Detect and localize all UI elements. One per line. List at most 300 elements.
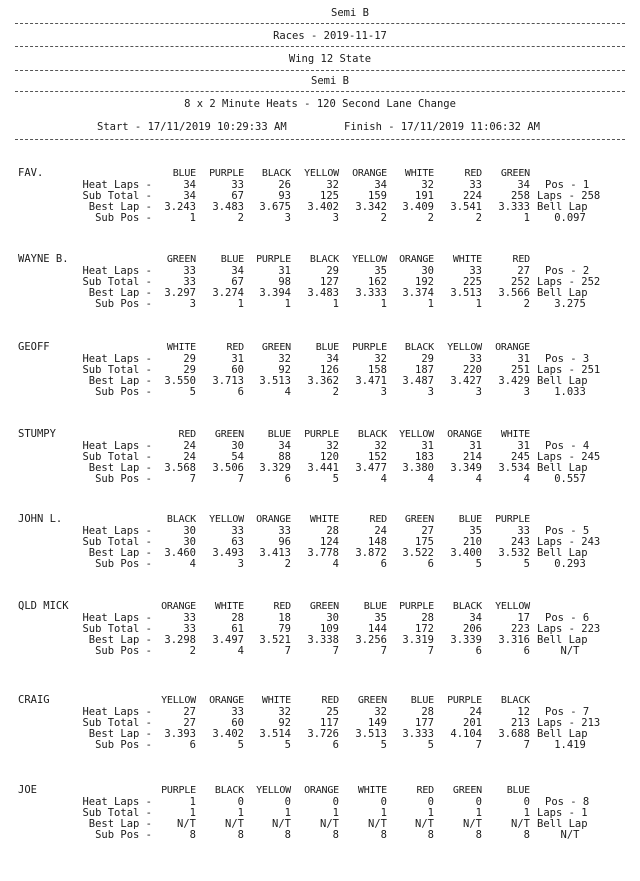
sub-total-value: 27: [183, 717, 196, 729]
lane-header: BLUE: [363, 601, 387, 612]
sub-total-value: 1: [284, 807, 291, 819]
sub-total-value: 245: [511, 451, 530, 463]
heat-laps-label: Heat Laps -: [82, 706, 152, 718]
sub-total-value: 34: [183, 190, 196, 202]
sub-pos-value: 8: [189, 829, 196, 841]
sub-total-value: 60: [231, 717, 244, 729]
heat-laps-label: Heat Laps -: [82, 179, 152, 191]
sub-pos-value: 5: [332, 473, 339, 485]
sub-pos-label: Sub Pos -: [95, 298, 152, 310]
sub-pos-value: 1: [332, 298, 339, 310]
best-lap-value: 3.483: [307, 287, 339, 299]
sub-pos-value: 6: [189, 739, 196, 751]
best-lap-value: 3.427: [450, 375, 482, 387]
sub-pos-value: 6: [523, 645, 530, 657]
position: Pos - 2: [545, 265, 590, 277]
lane-header: RED: [512, 254, 530, 265]
lane-header: ORANGE: [304, 785, 339, 796]
lane-header: GREEN: [452, 785, 482, 796]
best-lap-value: 3.521: [259, 634, 291, 646]
sub-pos-value: 5: [237, 739, 244, 751]
heat-laps-value: 31: [231, 353, 244, 365]
sub-total-value: 252: [511, 276, 530, 288]
lane-header: BLUE: [315, 342, 339, 353]
sub-total-value: 149: [368, 717, 387, 729]
bell-lap-label: Bell Lap: [537, 728, 588, 740]
sub-pos-label: Sub Pos -: [95, 212, 152, 224]
sub-pos-value: 3: [380, 386, 387, 398]
heat-laps-value: 0: [332, 796, 339, 808]
best-lap-value: 3.497: [212, 634, 244, 646]
sub-total-value: 158: [368, 364, 387, 376]
bell-lap-value: 0.557: [554, 473, 586, 485]
sub-total-value: 29: [183, 364, 196, 376]
bell-lap-value: 1.033: [554, 386, 586, 398]
heat-laps-value: 30: [231, 440, 244, 452]
sub-total-value: 33: [183, 276, 196, 288]
racer-block: [0, 784, 640, 864]
sub-pos-value: 2: [284, 558, 291, 570]
sub-pos-value: 5: [189, 386, 196, 398]
lane-header: ORANGE: [209, 695, 244, 706]
racer-name: CRAIG: [18, 694, 50, 706]
sub-pos-value: 5: [380, 739, 387, 751]
heat-laps-value: 31: [469, 440, 482, 452]
best-lap-value: N/T: [415, 818, 434, 830]
position: Pos - 8: [545, 796, 590, 808]
heat-laps-value: 31: [517, 440, 530, 452]
best-lap-label: Best Lap -: [88, 375, 152, 387]
heat-laps-value: 28: [231, 612, 244, 624]
sub-pos-value: 6: [284, 473, 291, 485]
racer-block: [0, 694, 640, 774]
heat-laps-value: 17: [517, 612, 530, 624]
best-lap-value: 3.393: [164, 728, 196, 740]
divider: [15, 23, 625, 24]
heat-laps-label: Heat Laps -: [82, 796, 152, 808]
sub-total-value: 1: [523, 807, 530, 819]
sub-pos-value: 5: [427, 739, 434, 751]
sub-total-value: 187: [415, 364, 434, 376]
best-lap-value: N/T: [320, 818, 339, 830]
position: Pos - 5: [545, 525, 590, 537]
sub-total-value: 96: [278, 536, 291, 548]
heat-laps-value: 18: [278, 612, 291, 624]
racer-name: WAYNE B.: [18, 253, 69, 265]
lane-header: WHITE: [261, 695, 291, 706]
heat-laps-value: 34: [183, 179, 196, 191]
best-lap-value: N/T: [368, 818, 387, 830]
divider: [15, 46, 625, 47]
sub-pos-value: 4: [475, 473, 482, 485]
sub-pos-label: Sub Pos -: [95, 386, 152, 398]
sub-pos-value: 5: [523, 558, 530, 570]
race-format: 8 x 2 Minute Heats - 120 Second Lane Change: [184, 98, 456, 110]
best-lap-value: N/T: [511, 818, 530, 830]
sub-pos-value: 1: [237, 298, 244, 310]
position: Pos - 1: [545, 179, 590, 191]
lane-header: YELLOW: [352, 254, 387, 265]
racer-name: GEOFF: [18, 341, 50, 353]
best-lap-value: 3.513: [450, 287, 482, 299]
heat-laps-value: 33: [278, 525, 291, 537]
sub-pos-value: 2: [475, 212, 482, 224]
sub-pos-value: 6: [237, 386, 244, 398]
sub-pos-value: 7: [237, 473, 244, 485]
best-lap-value: 3.726: [307, 728, 339, 740]
sub-total-value: 63: [231, 536, 244, 548]
lane-header: YELLOW: [495, 601, 530, 612]
sub-total-value: 1: [427, 807, 434, 819]
best-lap-value: 3.532: [498, 547, 530, 559]
best-lap-value: 3.298: [164, 634, 196, 646]
sub-total-label: Sub Total -: [82, 451, 152, 463]
heat-laps-value: 33: [231, 179, 244, 191]
racer-block: [0, 167, 640, 247]
sub-pos-value: 4: [332, 558, 339, 570]
best-lap-value: 3.339: [450, 634, 482, 646]
best-lap-value: 3.349: [450, 462, 482, 474]
best-lap-value: 3.333: [498, 201, 530, 213]
sub-pos-value: 1: [523, 212, 530, 224]
lane-header: GREEN: [500, 168, 530, 179]
heat-laps-value: 33: [469, 353, 482, 365]
sub-total-value: 192: [415, 276, 434, 288]
sub-pos-value: 4: [523, 473, 530, 485]
bell-lap-value: 0.293: [554, 558, 586, 570]
sub-total-value: 144: [368, 623, 387, 635]
best-lap-value: 3.522: [402, 547, 434, 559]
total-laps: Laps - 1: [537, 807, 588, 819]
heat-laps-value: 35: [469, 525, 482, 537]
sub-pos-label: Sub Pos -: [95, 739, 152, 751]
best-lap-label: Best Lap -: [88, 287, 152, 299]
best-lap-value: 3.274: [212, 287, 244, 299]
heat-laps-value: 34: [517, 179, 530, 191]
sub-pos-value: 3: [189, 298, 196, 310]
lane-header: PURPLE: [495, 514, 530, 525]
best-lap-value: 3.342: [355, 201, 387, 213]
heat-laps-value: 29: [421, 353, 434, 365]
lane-header: GREEN: [309, 601, 339, 612]
sub-total-value: 1: [475, 807, 482, 819]
sub-pos-value: 3: [332, 212, 339, 224]
sub-total-value: 93: [278, 190, 291, 202]
lane-header: RED: [226, 342, 244, 353]
sub-total-value: 125: [320, 190, 339, 202]
sub-total-value: 214: [463, 451, 482, 463]
lane-header: YELLOW: [447, 342, 482, 353]
heat-laps-value: 30: [183, 525, 196, 537]
best-lap-value: 3.409: [402, 201, 434, 213]
heat-laps-value: 32: [278, 706, 291, 718]
lane-header: YELLOW: [161, 695, 196, 706]
sub-pos-value: 6: [380, 558, 387, 570]
sub-pos-value: 3: [237, 558, 244, 570]
lane-header: BLUE: [267, 429, 291, 440]
sub-total-value: 124: [320, 536, 339, 548]
lane-header: ORANGE: [447, 429, 482, 440]
lane-header: BLACK: [166, 514, 196, 525]
total-laps: Laps - 243: [537, 536, 601, 548]
bell-lap-label: Bell Lap: [537, 287, 588, 299]
lane-header: PURPLE: [161, 785, 196, 796]
best-lap-value: 3.872: [355, 547, 387, 559]
sub-total-value: 213: [511, 717, 530, 729]
sub-total-label: Sub Total -: [82, 364, 152, 376]
sub-pos-value: 3: [523, 386, 530, 398]
sub-pos-value: 7: [189, 473, 196, 485]
bell-lap-label: Bell Lap: [537, 547, 588, 559]
best-lap-value: 3.400: [450, 547, 482, 559]
lane-header: ORANGE: [399, 254, 434, 265]
heat-laps-value: 30: [421, 265, 434, 277]
best-lap-value: 3.394: [259, 287, 291, 299]
lane-header: PURPLE: [304, 429, 339, 440]
sub-pos-value: 7: [284, 645, 291, 657]
best-lap-value: 3.506: [212, 462, 244, 474]
lane-header: ORANGE: [256, 514, 291, 525]
heat-laps-value: 33: [517, 525, 530, 537]
sub-pos-value: 1: [380, 298, 387, 310]
best-lap-value: 3.688: [498, 728, 530, 740]
lane-header: ORANGE: [161, 601, 196, 612]
best-lap-value: 3.329: [259, 462, 291, 474]
best-lap-value: 3.402: [212, 728, 244, 740]
best-lap-value: 3.256: [355, 634, 387, 646]
sub-pos-value: 3: [284, 212, 291, 224]
racer-name: FAV.: [18, 167, 44, 179]
lane-header: GREEN: [357, 695, 387, 706]
sub-total-value: 220: [463, 364, 482, 376]
sub-total-value: 92: [278, 364, 291, 376]
lane-header: BLUE: [458, 514, 482, 525]
racer-block: [0, 253, 640, 333]
bell-lap-value: 3.275: [554, 298, 586, 310]
total-laps: Laps - 213: [537, 717, 601, 729]
lane-header: GREEN: [166, 254, 196, 265]
heat-laps-value: 0: [380, 796, 387, 808]
heat-laps-value: 34: [231, 265, 244, 277]
bell-lap-value: N/T: [560, 829, 580, 841]
total-laps: Laps - 251: [537, 364, 601, 376]
heat-laps-value: 25: [326, 706, 339, 718]
sub-pos-value: 8: [284, 829, 291, 841]
racer-name: QLD MICK: [18, 600, 69, 612]
sub-pos-value: 4: [284, 386, 291, 398]
heat-laps-label: Heat Laps -: [82, 612, 152, 624]
bell-lap-value: 0.097: [554, 212, 586, 224]
sub-total-value: 61: [231, 623, 244, 635]
sub-pos-label: Sub Pos -: [95, 558, 152, 570]
sub-pos-label: Sub Pos -: [95, 645, 152, 657]
lane-header: YELLOW: [256, 785, 291, 796]
heat-laps-value: 32: [326, 440, 339, 452]
bell-lap-label: Bell Lap: [537, 462, 588, 474]
racer-block: [0, 341, 640, 421]
sub-pos-value: 8: [380, 829, 387, 841]
lane-header: BLUE: [172, 168, 196, 179]
heat-laps-value: 28: [421, 706, 434, 718]
sub-total-value: 210: [463, 536, 482, 548]
sub-total-value: 224: [463, 190, 482, 202]
sub-pos-value: 4: [427, 473, 434, 485]
best-lap-value: 3.297: [164, 287, 196, 299]
sub-total-value: 172: [415, 623, 434, 635]
total-laps: Laps - 258: [537, 190, 601, 202]
position: Pos - 4: [545, 440, 590, 452]
heat-laps-value: 12: [517, 706, 530, 718]
sub-pos-value: 8: [523, 829, 530, 841]
sub-total-value: 191: [415, 190, 434, 202]
report-title: Semi B: [331, 7, 369, 19]
best-lap-value: N/T: [463, 818, 482, 830]
lane-header: PURPLE: [447, 695, 482, 706]
lane-header: PURPLE: [352, 342, 387, 353]
best-lap-label: Best Lap -: [88, 201, 152, 213]
sub-pos-value: 8: [427, 829, 434, 841]
bell-lap-label: Bell Lap: [537, 818, 588, 830]
sub-total-value: 1: [189, 807, 196, 819]
sub-pos-value: 7: [475, 739, 482, 751]
best-lap-label: Best Lap -: [88, 634, 152, 646]
heat-laps-label: Heat Laps -: [82, 353, 152, 365]
best-lap-label: Best Lap -: [88, 728, 152, 740]
lane-header: BLACK: [404, 342, 434, 353]
lane-header: BLACK: [214, 785, 244, 796]
sub-pos-value: 3: [475, 386, 482, 398]
lane-header: PURPLE: [399, 601, 434, 612]
sub-pos-value: 4: [237, 645, 244, 657]
sub-pos-value: 7: [427, 645, 434, 657]
racer-block: [0, 428, 640, 508]
sub-pos-value: 1: [475, 298, 482, 310]
sub-total-value: 117: [320, 717, 339, 729]
heat-laps-value: 26: [278, 179, 291, 191]
lane-header: WHITE: [500, 429, 530, 440]
best-lap-value: 3.402: [307, 201, 339, 213]
sub-total-value: 60: [231, 364, 244, 376]
total-laps: Laps - 223: [537, 623, 601, 635]
best-lap-value: N/T: [177, 818, 196, 830]
sub-pos-label: Sub Pos -: [95, 829, 152, 841]
lane-header: WHITE: [404, 168, 434, 179]
position: Pos - 3: [545, 353, 590, 365]
sub-total-value: 109: [320, 623, 339, 635]
lane-header: BLACK: [309, 254, 339, 265]
heat-laps-value: 33: [183, 265, 196, 277]
sub-total-value: 159: [368, 190, 387, 202]
best-lap-label: Best Lap -: [88, 547, 152, 559]
races-date: Races - 2019-11-17: [273, 30, 387, 42]
sub-total-value: 177: [415, 717, 434, 729]
best-lap-value: 3.316: [498, 634, 530, 646]
sub-total-value: 1: [237, 807, 244, 819]
heat-laps-value: 0: [284, 796, 291, 808]
sub-total-value: 206: [463, 623, 482, 635]
best-lap-value: 3.483: [212, 201, 244, 213]
sub-pos-value: 6: [475, 645, 482, 657]
lane-header: WHITE: [166, 342, 196, 353]
best-lap-value: 3.514: [259, 728, 291, 740]
best-lap-label: Best Lap -: [88, 462, 152, 474]
lane-header: BLACK: [357, 429, 387, 440]
heat-laps-value: 27: [517, 265, 530, 277]
best-lap-value: 3.675: [259, 201, 291, 213]
sub-pos-value: 4: [380, 473, 387, 485]
sub-pos-value: 7: [523, 739, 530, 751]
sub-total-value: 67: [231, 190, 244, 202]
start-time: Start - 17/11/2019 10:29:33 AM: [97, 121, 287, 133]
sub-pos-value: 1: [189, 212, 196, 224]
sub-total-value: 67: [231, 276, 244, 288]
racer-name: JOE: [18, 784, 37, 796]
divider: [15, 70, 625, 71]
sub-pos-value: 8: [237, 829, 244, 841]
heat-laps-value: 32: [421, 179, 434, 191]
sub-total-value: 243: [511, 536, 530, 548]
best-lap-value: 3.338: [307, 634, 339, 646]
sub-pos-value: 5: [284, 739, 291, 751]
lane-header: YELLOW: [304, 168, 339, 179]
best-lap-value: 3.477: [355, 462, 387, 474]
finish-time: Finish - 17/11/2019 11:06:32 AM: [344, 121, 540, 133]
lane-header: YELLOW: [209, 514, 244, 525]
sub-total-value: 79: [278, 623, 291, 635]
sub-pos-value: 6: [332, 739, 339, 751]
sub-total-value: 162: [368, 276, 387, 288]
lane-header: WHITE: [452, 254, 482, 265]
heat-laps-value: 32: [326, 179, 339, 191]
lane-header: ORANGE: [352, 168, 387, 179]
sub-pos-value: 7: [380, 645, 387, 657]
lane-header: BLACK: [261, 168, 291, 179]
sub-total-value: 201: [463, 717, 482, 729]
heat-laps-value: 28: [326, 525, 339, 537]
heat-laps-value: 34: [326, 353, 339, 365]
best-lap-value: 3.493: [212, 547, 244, 559]
best-lap-value: 3.550: [164, 375, 196, 387]
heat-laps-value: 28: [421, 612, 434, 624]
heat-laps-value: 33: [469, 265, 482, 277]
racer-name: STUMPY: [18, 428, 56, 440]
best-lap-value: N/T: [225, 818, 244, 830]
lane-header: RED: [321, 695, 339, 706]
event-name: Wing 12 State: [288, 53, 372, 65]
sub-total-value: 258: [511, 190, 530, 202]
best-lap-value: 3.429: [498, 375, 530, 387]
heat-laps-value: 31: [517, 353, 530, 365]
sub-total-value: 152: [368, 451, 387, 463]
heat-laps-value: 33: [231, 525, 244, 537]
heat-laps-value: 35: [374, 612, 387, 624]
heat-laps-value: 24: [374, 525, 387, 537]
sub-total-value: 24: [183, 451, 196, 463]
best-lap-value: 3.441: [307, 462, 339, 474]
heat-laps-value: 30: [326, 612, 339, 624]
heat-laps-value: 35: [374, 265, 387, 277]
sub-total-value: 148: [368, 536, 387, 548]
heat-laps-value: 32: [278, 353, 291, 365]
bell-lap-label: Bell Lap: [537, 375, 588, 387]
heat-laps-value: 27: [183, 706, 196, 718]
sub-total-label: Sub Total -: [82, 717, 152, 729]
lane-header: ORANGE: [495, 342, 530, 353]
best-lap-value: 3.333: [355, 287, 387, 299]
lane-header: BLUE: [506, 785, 530, 796]
lane-header: GREEN: [214, 429, 244, 440]
divider: [15, 91, 625, 92]
